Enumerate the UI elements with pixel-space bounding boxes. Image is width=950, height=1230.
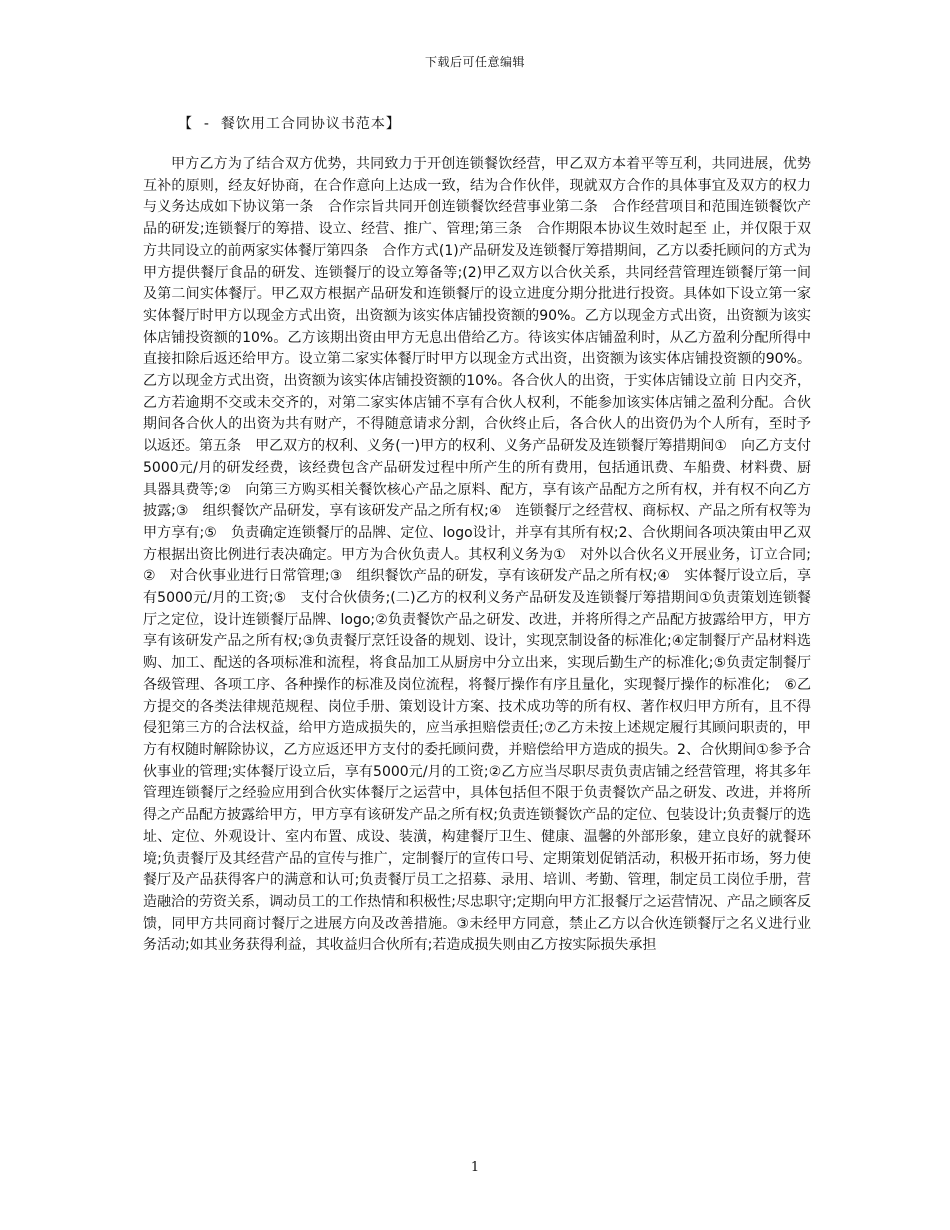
page-number: 1 bbox=[470, 1160, 480, 1175]
download-edit-note: 下载后可任意编辑 bbox=[424, 55, 525, 69]
document-body: 甲方乙方为了结合双方优势，共同致力于开创连锁餐饮经营，甲乙双方本着平等互利，共同进展，优势互补的原则，经友好协商，在合作意向上达成一致，结为合作伙伴，现就双方合作的具体事宜及双方的权力与义务达成如下协议第一条 合作宗旨共同开创连锁餐饮经营事业第二条 合作经营项目和范围连锁餐饮产品的研发;连锁餐厅的筹措、设立、经营、推广、管理;第三条 合作期限本协议生效时起至 止，并仅限于双方共同设立的前两家实体餐厅第四条 合作方式(1)产品研发及连锁餐厅筹措期间，乙方以委托顾问的方式为甲方提供餐厅食品的研发、连锁餐厅的设立筹备等;(2)甲乙双方以合伙关系，共同经营管理连锁餐厅第一间及第二间实体餐厅。甲乙双方根据产品研发和连锁餐厅的设立进度分期分批进行投资。具体如下设立第一家实体餐厅时甲方以现金方式出资，出资额为该实体店铺投资额的90%。乙方以现金方式出资，出资额为该实体店铺投资额的10%。乙方该期出资由甲方无息出借给乙方。待该实体店铺盈利时，从乙方盈利分配所得中直接扣除后返还给甲方。设立第二家实体餐厅时甲方以现金方式出资，出资额为该实体店铺投资额的90%。乙方以现金方式出资，出资额为该实体店铺投资额的10%。各合伙人的出资，于实体店铺设立前 日内交齐，乙方若逾期不交或未交齐的，对第二家实体店铺不享有合伙人权利，不能参加该实体店铺之盈利分配。合伙期间各合伙人的出资为共有财产，不得随意请求分割，合伙终止后，各合伙人的出资仍为个人所有，至时予以返还。第五条 甲乙双方的权利、义务(一)甲方的权利、义务产品研发及连锁餐厅筹措期间① 向乙方支付5000元/月的研发经费，该经费包含产品研发过程中所产生的所有费用，包括通讯费、车船费、材料费、厨具器具费等;② 向第三方购买相关餐饮核心产品之原料、配方，享有该产品配方之所有权，并有权不向乙方披露;③ 组织餐饮产品研发，享有该研发产品之所有权;④ 连锁餐厅之经营权、商标权、产品之所有权等为甲方享有;⑤ 负责确定连锁餐厅的品牌、定位、logo设计，并享有其所有权;2、合伙期间各项决策由甲乙双方根据出资比例进行表决确定。甲方为合伙负责人。其权利义务为① 对外以合伙名义开展业务，订立合同;② 对合伙事业进行日常管理;③ 组织餐饮产品的研发，享有该研发产品之所有权;④ 实体餐厅设立后，享有5000元/月的工资;⑤ 支付合伙债务;(二)乙方的权利义务产品研发及连锁餐厅筹措期间①负责策划连锁餐厅之定位，设计连锁餐厅品牌、logo;②负责餐饮产品之研发、改进，并将所得之产品配方披露给甲方，甲方享有该研发产品之所有权;③负责餐厅烹饪设备的规划、设计，实现烹制设备的标准化;④定制餐厅产品材料选购、加工、配送的各项标准和流程，将食品加工从厨房中分立出来，实现后勤生产的标准化;⑤负责定制餐厅各级管理、各项工序、各种操作的标准及岗位流程，将餐厅操作有序且量化，实现餐厅操作的标准化; ⑥乙方提交的各类法律规范规程、岗位手册、策划设计方案、技术成功等的所有权、著作权归甲方所有，且不得侵犯第三方的合法权益，给甲方造成损失的，应当承担赔偿责任;⑦乙方未按上述规定履行其顾问职责的，甲方有权随时解除协议，乙方应返还甲方支付的委托顾问费，并赔偿给甲方造成的损失。2、合伙期间①参予合伙事业的管理;实体餐厅设立后，享有5000元/月的工资;②乙方应当尽职尽责负责店铺之经营管理，将其多年管理连锁餐厅之经验应用到合伙实体餐厅之运营中，具体包括但不限于负责餐饮产品之研发、改进，并将所得之产品配方披露给甲方，甲方享有该研发产品之所有权;负责连锁餐饮产品的定位、包装设计;负责餐厅的选址、定位、外观设计、室内布置、成设、装潢，构建餐厅卫生、健康、温馨的外部形象，建立良好的就餐环境;负责餐厅及其经营产品的宣传与推广，定制餐厅的宣传口号、定期策划促销活动，积极开拓市场，努力使餐厅及产品获得客户的满意和认可;负责餐厅员工之招募、录用、培训、考勤、管理，制定员工岗位手册，营造融洽的劳资关系，调动员工的工作热情和积极性;尽忠职守;定期向甲方汇报餐厅之运营情况、产品之顾客反馈，同甲方共同商讨餐厅之进展方向及改善措施。③未经甲方同意，禁止乙方以合伙连锁餐厅之名义进行业务活动;如其业务获得利益，其收益归合伙所有;若造成损失则由乙方按实际损失承担 bbox=[143, 156, 811, 954]
document-title: 【 - 餐饮用工合同协议书范本】 bbox=[178, 116, 401, 132]
